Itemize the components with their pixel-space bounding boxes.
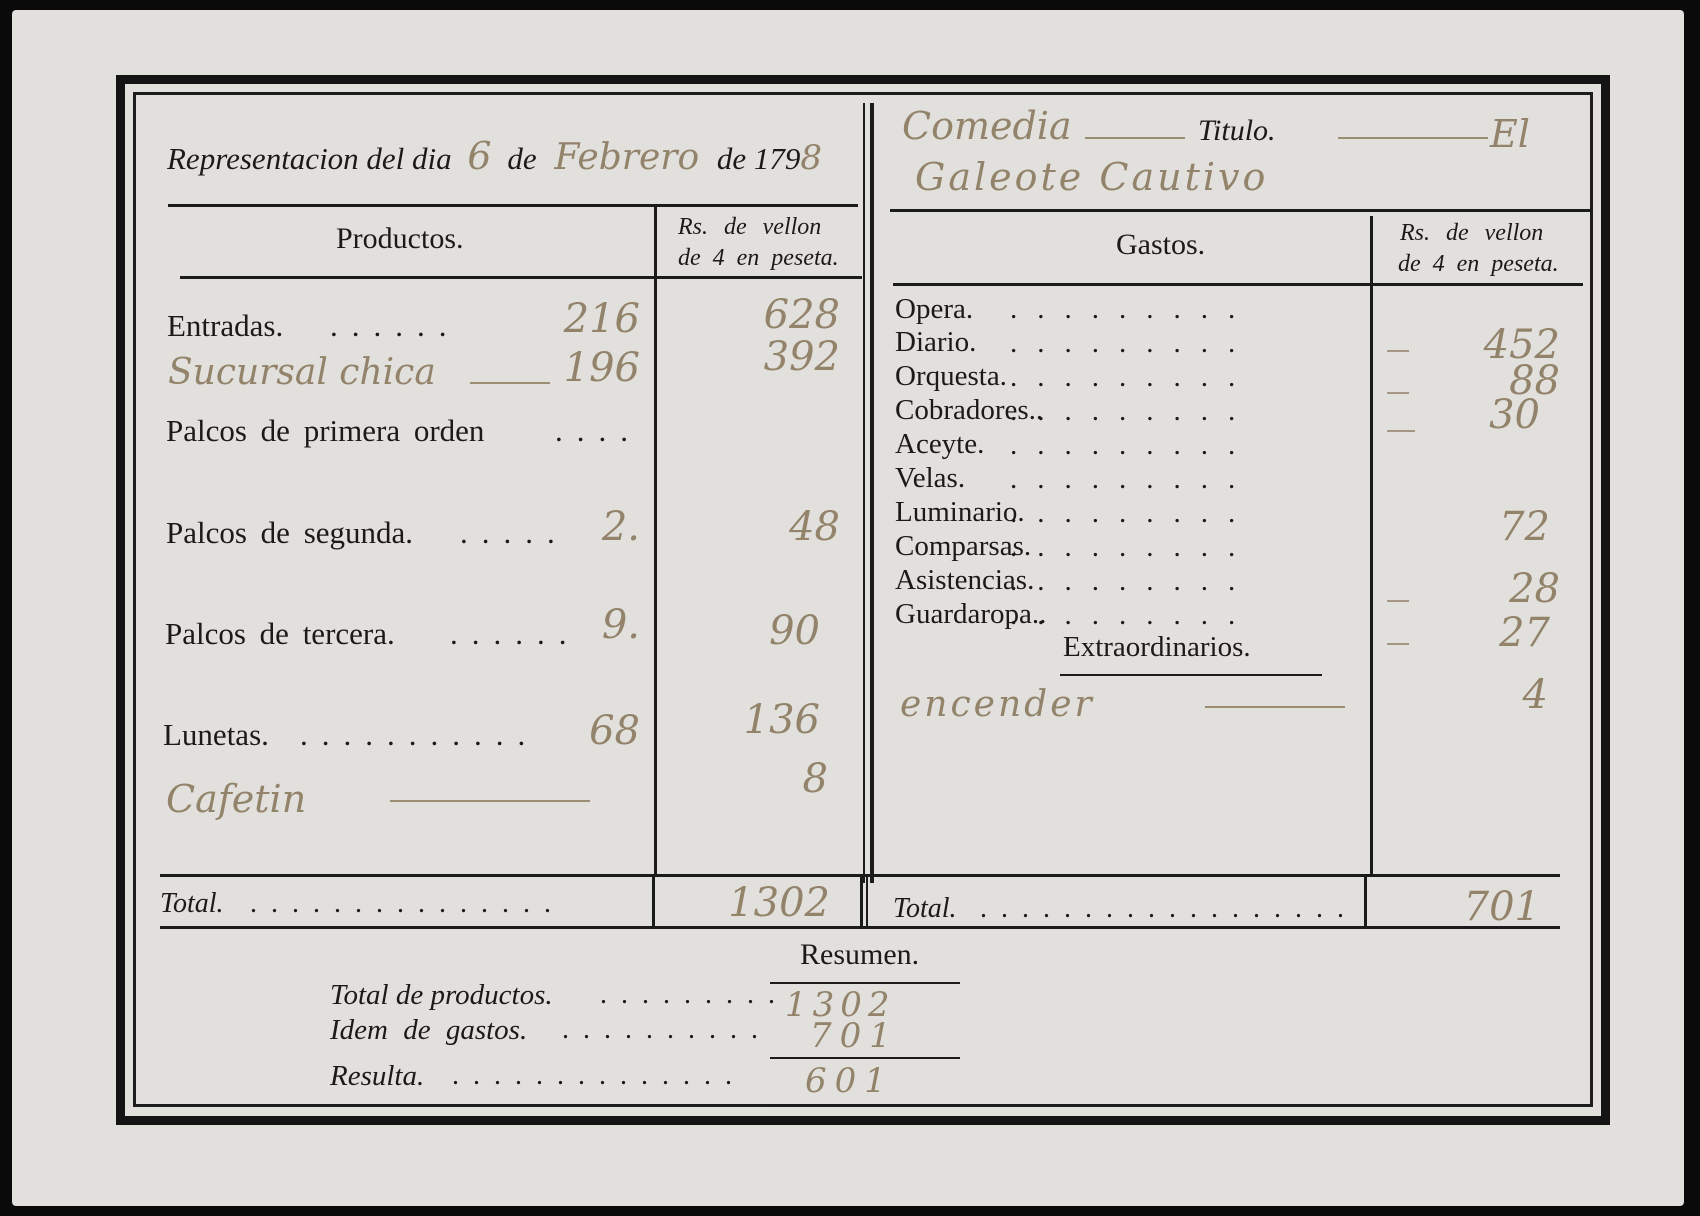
- header-line: [167, 134, 822, 178]
- gastos-total-label: Total.: [893, 893, 957, 924]
- header-rule-left: [168, 204, 858, 207]
- productos-row-label: Cafetin: [166, 777, 307, 821]
- leader-dots: ..................: [980, 893, 1358, 924]
- productos-row-value: 392: [763, 334, 840, 380]
- gastos-row-value: 88: [1509, 358, 1560, 404]
- productos-row-value: 136: [743, 697, 820, 743]
- resulta-rule: [770, 1104, 960, 1106]
- gastos-unit-line2: de 4 en peseta.: [1398, 251, 1559, 277]
- productos-total-value: 1302: [728, 880, 830, 926]
- titulo-line1: Comedia: [902, 104, 1072, 148]
- handwritten-dash: [1387, 430, 1415, 432]
- extraordinarios-rule: [1060, 674, 1322, 676]
- handwritten-dash: [470, 382, 550, 384]
- extraordinarios-heading: Extraordinarios.: [1063, 631, 1251, 663]
- leader-dots: .....: [460, 515, 569, 550]
- productos-row-count: 2.: [601, 504, 640, 550]
- gastos-row-label: Opera.: [895, 293, 974, 325]
- gastos-value-divider: [1370, 216, 1373, 874]
- titulo-line2: Galeote Cautivo: [915, 155, 1269, 199]
- handwritten-dash: [1387, 392, 1409, 394]
- leader-dots: .........: [600, 979, 789, 1010]
- total-productos-label: Total de productos.: [330, 979, 553, 1011]
- representacion-label: Representacion del dia: [167, 141, 452, 176]
- total-divider-right: [1364, 877, 1367, 926]
- leader-dots: ..............: [452, 1060, 746, 1091]
- center-divider-thin: [863, 103, 865, 883]
- handwritten-dash: [1387, 643, 1409, 645]
- idem-gastos-label: Idem de gastos.: [330, 1014, 528, 1046]
- de-label-1: de: [507, 141, 537, 176]
- center-divider: [870, 103, 874, 883]
- productos-row-label: Palcos de segunda.: [166, 515, 414, 550]
- productos-row-count: 68: [589, 708, 640, 754]
- anio-value: 179: [753, 141, 801, 176]
- anio-hand-value: 8: [800, 138, 823, 178]
- productos-row-count: 196: [563, 345, 640, 391]
- handwritten-dash: [1387, 350, 1409, 352]
- total-divider-left: [652, 877, 655, 926]
- total-divider-mid: [860, 877, 863, 926]
- productos-row-label: Palcos de primera orden: [166, 413, 485, 448]
- leader-dots: ...........: [300, 717, 540, 752]
- productos-row-count: 216: [563, 296, 640, 342]
- productos-row-label: Palcos de tercera.: [165, 616, 395, 651]
- resumen-heading-rule: [770, 982, 960, 984]
- gastos-row-label: Asistencias.: [895, 564, 1035, 596]
- productos-total-label: Total.: [160, 888, 224, 919]
- gastos-unit-line1: Rs. de vellon: [1400, 220, 1544, 246]
- handwritten-dash: [1387, 600, 1409, 602]
- productos-row-label: Sucursal chica: [168, 352, 436, 393]
- productos-row-value: 48: [789, 504, 840, 550]
- productos-row-value: 90: [769, 608, 820, 654]
- gastos-row-label: Velas.: [895, 462, 966, 494]
- mes-value: Febrero: [554, 137, 700, 178]
- gastos-heading-rule: [893, 283, 1583, 286]
- handwritten-dash: [1205, 706, 1345, 708]
- productos-row-value: 628: [763, 292, 840, 338]
- gastos-heading: Gastos.: [1116, 228, 1206, 261]
- leader-dots: ...............: [250, 888, 565, 919]
- extra-row-value: 4: [1522, 672, 1548, 718]
- productos-row-label: Entradas.: [167, 308, 284, 343]
- leader-dots: ......: [330, 308, 461, 343]
- productos-unit-line1: Rs. de vellon: [678, 214, 822, 240]
- titulo-line1-end: El: [1490, 112, 1530, 156]
- productos-heading: Productos.: [336, 222, 464, 255]
- productos-heading-rule: [180, 276, 862, 279]
- titulo-label: Titulo.: [1198, 114, 1276, 147]
- gastos-row-label: Comparsas.: [895, 530, 1032, 562]
- productos-value-divider: [654, 205, 657, 875]
- gastos-row-value: 72: [1499, 504, 1550, 550]
- titulo-dash-1: [1085, 137, 1185, 139]
- gastos-leader-dots: ......... ......... ......... ......... ......... ......... ......... ......... ......... .........: [1010, 293, 1256, 631]
- resumen-heading: Resumen.: [800, 938, 920, 971]
- gastos-row-value: 27: [1499, 610, 1550, 656]
- gastos-row-label: Cobradores..: [895, 394, 1044, 426]
- gastos-row-label: Diario.: [895, 326, 977, 358]
- leader-dots: ..........: [562, 1014, 772, 1045]
- leader-dots: ......: [450, 616, 581, 651]
- gastos-row-label: Luminario.: [895, 496, 1025, 528]
- dia-value: 6: [467, 134, 492, 178]
- header-rule-right: [890, 209, 1592, 212]
- gastos-row-label: Guardaropa..: [895, 598, 1047, 630]
- extra-row-label: encender: [900, 684, 1095, 725]
- total-divider-mid-thin: [866, 877, 868, 926]
- productos-row-label: Lunetas.: [163, 717, 269, 752]
- gastos-row-label: Aceyte.: [895, 428, 985, 460]
- titulo-dash-2: [1338, 137, 1488, 139]
- handwritten-dash: [390, 800, 590, 802]
- leader-dots: ....: [555, 413, 642, 448]
- productos-row-value: 8: [802, 756, 828, 802]
- total-bottom-rule: [160, 926, 1560, 929]
- total-productos-value: 1302: [785, 985, 896, 1025]
- gastos-row-value: 28: [1509, 566, 1560, 612]
- gastos-row-label: Orquesta.: [895, 360, 1007, 392]
- gastos-row-value: 30: [1489, 392, 1540, 438]
- productos-row-count: 9.: [601, 602, 640, 648]
- gastos-total-value: 701: [1463, 884, 1540, 930]
- productos-unit-line2: de 4 en peseta.: [678, 245, 839, 271]
- de-label-2: de: [716, 141, 747, 176]
- gastos-row-value: 452: [1483, 322, 1560, 368]
- idem-gastos-value: 701: [810, 1016, 899, 1056]
- resulta-label: Resulta.: [330, 1060, 425, 1092]
- resulta-value: 601: [805, 1061, 894, 1101]
- resumen-sum-rule: [770, 1057, 960, 1059]
